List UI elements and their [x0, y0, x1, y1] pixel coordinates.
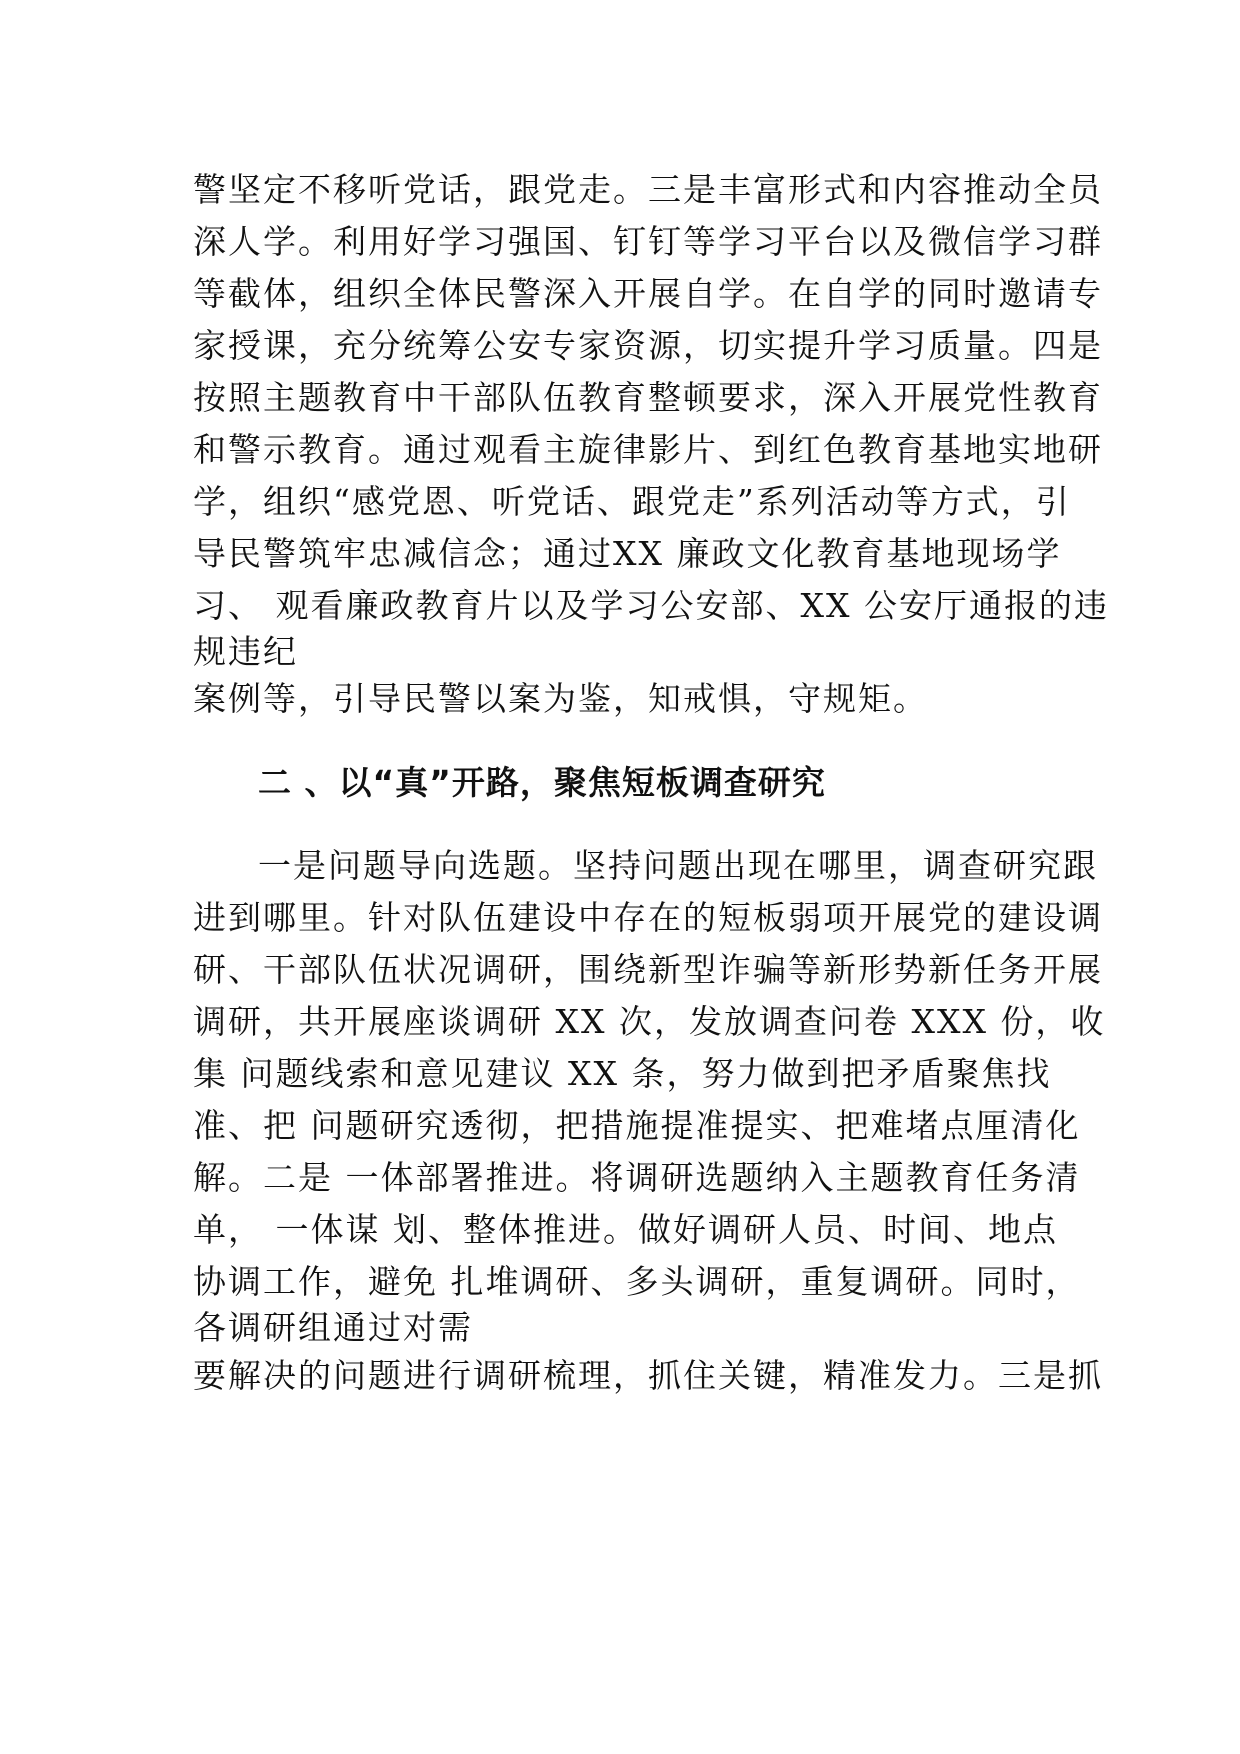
body-text-line: 集 问题线索和意见建议 XX 条，努力做到把矛盾聚焦找	[193, 1054, 1052, 1093]
body-text-line: 各调研组通过对需	[193, 1308, 473, 1347]
body-text-line: 进到哪里。针对队伍建设中存在的短板弱项开展党的建设调	[193, 898, 1103, 937]
body-text-line: 单， 一体谋 划、整体推进。做好调研人员、时间、地点	[193, 1210, 1058, 1249]
body-text-line: 一是问题导向选题。坚持问题出现在哪里，调查研究跟	[258, 846, 1098, 885]
body-text-line: 规违纪	[193, 632, 298, 671]
body-text-line: 导民警筑牢忠减信念；通过XX 廉政文化教育基地现场学	[193, 534, 1062, 573]
section-heading: 二 、以“真”开路，聚焦短板调查研究	[258, 763, 826, 802]
body-text-line: 警坚定不移听党话，跟党走。三是丰富形式和内容推动全员	[193, 170, 1103, 209]
body-text-line: 和警示教育。通过观看主旋律影片、到红色教育基地实地研	[193, 430, 1103, 469]
body-text-line: 案例等，引导民警以案为鉴，知戒惧，守规矩。	[193, 679, 928, 718]
body-text-line: 协调工作，避免 扎堆调研、多头调研，重复调研。同时，	[193, 1262, 1081, 1301]
body-text-line: 学，组织“感党恩、听党话、跟党走”系列活动等方式，引	[193, 482, 1071, 521]
body-text-line: 调研，共开展座谈调研 XX 次，发放调查问卷 XXX 份，收	[193, 1002, 1106, 1041]
body-text-line: 解。二是 一体部署推进。将调研选题纳入主题教育任务清	[193, 1158, 1081, 1197]
body-text-line: 按照主题教育中干部队伍教育整顿要求，深入开展党性教育	[193, 378, 1103, 417]
body-text-line: 深人学。利用好学习强国、钉钉等学习平台以及微信学习群	[193, 222, 1103, 261]
body-text-line: 准、把 问题研究透彻，把措施提准提实、把难堵点厘清化	[193, 1106, 1081, 1145]
body-text-line: 研、干部队伍状况调研，围绕新型诈骗等新形势新任务开展	[193, 950, 1103, 989]
body-text-line: 家授课，充分统筹公安专家资源，切实提升学习质量。四是	[193, 326, 1103, 365]
body-text-line: 等截体，组织全体民警深入开展自学。在自学的同时邀请专	[193, 274, 1103, 313]
body-text-line: 习、 观看廉政教育片以及学习公安部、XX 公安厅通报的违	[193, 586, 1109, 625]
body-text-line: 要解决的问题进行调研梳理，抓住关键，精准发力。三是抓	[193, 1356, 1103, 1395]
